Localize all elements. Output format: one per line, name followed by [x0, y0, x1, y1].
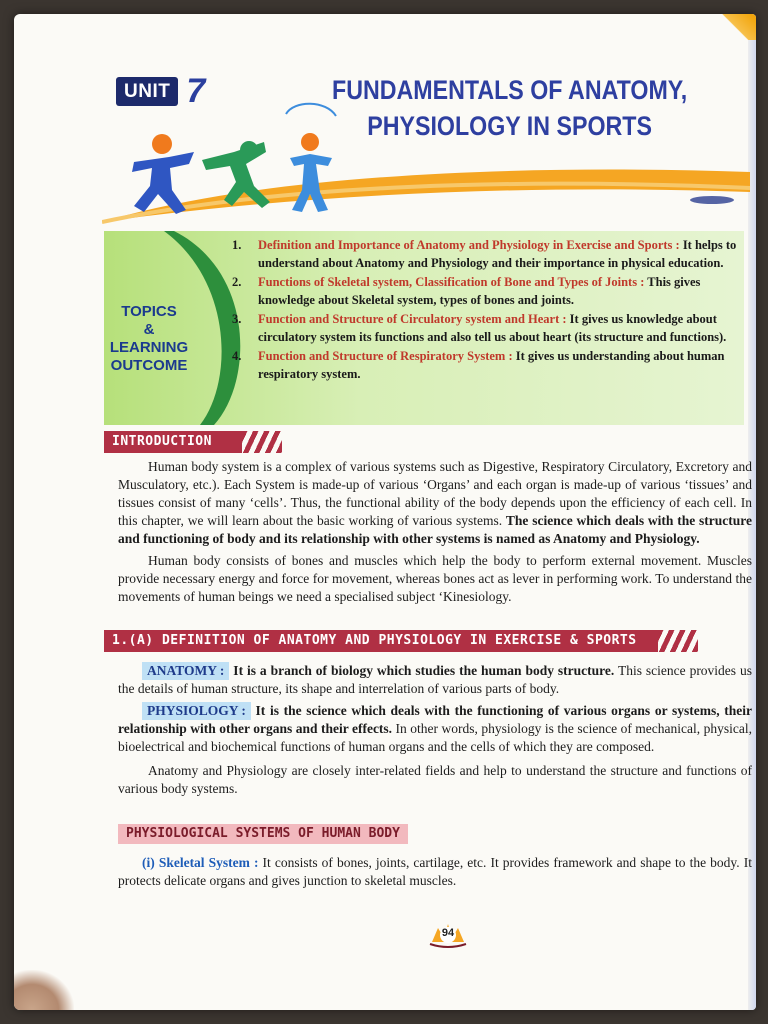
topics-label: TOPICS & LEARNING OUTCOME [109, 303, 189, 374]
athletes-illustration [114, 102, 344, 222]
skeletal-system-label: (i) Skeletal System : [142, 855, 259, 870]
unit-number: 7 [186, 72, 206, 110]
section-1a-heading-bar [104, 630, 658, 652]
skeletal-system-text: (i) Skeletal System : It consists of bones, joints, cartilage, etc. It provides framework and shape to the body. It protects delicate organs and gives junction to skeletal muscles. [118, 855, 752, 888]
section-1a-heading: 1.(A) DEFINITION OF ANATOMY AND PHYSIOLOGY IN EXERCISE & SPORTS [112, 633, 637, 648]
chapter-title-line1: FUNDAMENTALS OF ANATOMY, [332, 75, 688, 105]
chapter-title-line2: PHYSIOLOGY IN SPORTS [367, 111, 652, 141]
thumb-shadow [14, 970, 74, 1010]
intro-paragraph-1: Human body system is a complex of various systems such as Digestive, Respiratory Circulatory, Excretory and Musculatory, etc.). Each System is made-up of various ‘Organs’ and each organ is made-up of various ‘tissues’ and tissues consist of many ‘cells’. Thus, the functional ability of the body depends upon the efficiency of each cell. In this chapter, we will learn about the basic working of various systems. The science which deals with the structure and functioning of body and its relationship with other systems is named as Anatomy and Physiology. [118, 459, 753, 546]
topics-list [232, 237, 742, 385]
section-1a-text [118, 662, 752, 798]
athlete-figure-green [202, 141, 270, 208]
systems-heading-bar [118, 824, 408, 844]
introduction-text [118, 458, 752, 606]
introduction-heading-bar [104, 431, 242, 453]
topic-item: 2. Functions of Skeletal system, Classification of Bone and Types of Joints : This gives knowledge about Skeletal system, types of bones and joints. [232, 275, 701, 307]
athlete-figure-blue [132, 134, 194, 214]
anatomy-tag: ANATOMY : [142, 662, 229, 680]
anatomy-definition: ANATOMY : It is a branch of biology which studies the human body structure. This science provides us the details of human structure, its shape and interrelation of various parts of body. [118, 663, 752, 696]
unit-label: UNIT [116, 77, 178, 106]
topic-item: 1. Definition and Importance of Anatomy and Physiology in Exercise and Sports : It helps to understand about Anatomy and Physiology and their importance in physical education. [232, 238, 737, 270]
stripe-decoration [242, 431, 282, 453]
athlete-figure-lightblue [286, 104, 336, 212]
topics-learning-outcome-box [104, 231, 744, 425]
physiology-definition: PHYSIOLOGY : It is the science which deals with the functioning of various organs or systems, their relationship with other organs and their effects. In other words, physiology is the science of mechanical, physical, bioelectrical and biochemical functions of human organs and the cells of which they are composed. [118, 703, 752, 754]
page-number: 94 [441, 927, 455, 939]
page-number-badge [428, 920, 468, 950]
closing-paragraph: Anatomy and Physiology are closely inter-related fields and help to understand the structure and functions of various body systems. [118, 763, 752, 796]
corner-decoration [716, 14, 756, 40]
chapter-title [329, 72, 690, 144]
introduction-heading: INTRODUCTION [112, 434, 212, 449]
physiology-tag: PHYSIOLOGY : [142, 702, 251, 720]
textbook-page [14, 14, 756, 1010]
topic-item: 3. Function and Structure of Circulatory system and Heart : It gives us knowledge about circulatory system its functions and also tell us about heart (its structure and functions). [232, 312, 727, 344]
stripe-decoration [658, 630, 698, 652]
topic-item: 4. Function and Structure of Respiratory System : It gives us understanding about human respiratory system. [232, 349, 725, 381]
intro-paragraph-2: Human body consists of bones and muscles which help the body to perform external movement. Muscles provide necessary energy and force for movement, whereas bones act as lever in performing work. To understand the movements of human beings we need a specialised subject ‘Kinesiology. [118, 553, 752, 604]
systems-heading: PHYSIOLOGICAL SYSTEMS OF HUMAN BODY [126, 826, 400, 841]
